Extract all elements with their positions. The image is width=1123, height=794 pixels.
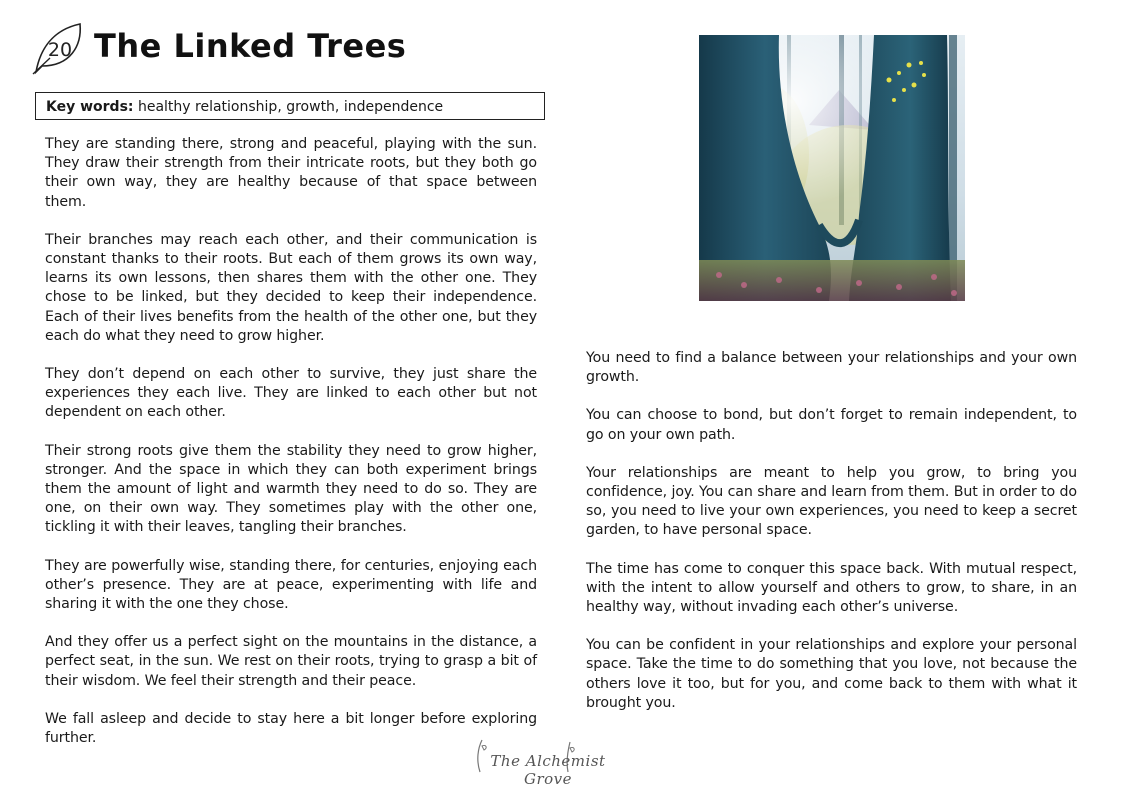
paragraph: Their strong roots give them the stability they need to grow higher, stronger. And the space in which they can both experiment brings them the amount of light and warmth they need to do so. They are one, on their own way. They sometimes play with the other one, tickling it with their leaves, tangling their branches.: [45, 442, 537, 536]
leaf-icon: [30, 20, 86, 76]
left-column: [45, 135, 537, 767]
paragraph: You can be confident in your relationships and explore your personal space. Take the time to do something that you love, not because the others love it too, but for you, and come back to them with what it brought you.: [586, 637, 1077, 711]
paragraph: Your relationships are meant to help you grow, to bring you confidence, joy. You can share and learn from them. But in order to do so, you need to live your own experiences, you need to keep a secret garden, to have personal space.: [586, 464, 1077, 539]
paragraph: You can choose to bond, but don’t forget to remain independent, to go on your own path.: [586, 407, 1077, 443]
keywords-value: healthy relationship, growth, independence: [137, 99, 444, 115]
paragraph: We fall asleep and decide to stay here a bit longer before exploring further.: [45, 710, 537, 747]
paragraph: You need to find a balance between your relationships and your own growth.: [586, 350, 1077, 386]
paragraph: And they offer us a perfect sight on the mountains in the distance, a perfect seat, in the sun. We rest on their roots, trying to grasp a bit of their wisdom. We feel their strength and their peace.: [45, 634, 537, 689]
card-number: 20: [47, 39, 73, 61]
footer-logo-text: The Alchemist Grove: [490, 752, 606, 788]
right-column: [586, 349, 1077, 732]
keywords-box: [35, 92, 545, 120]
paragraph: The time has come to conquer this space back. With mutual respect, with the intent to allow yourself and others to grow, to share, in an healthy way, without invading each other’s universe.: [586, 560, 1077, 616]
keywords-label: Key words:: [46, 99, 134, 115]
two-trees-illustration: [699, 35, 965, 301]
paragraph: They are standing there, strong and peaceful, playing with the sun. They draw their strength from their intricate roots, but they both go their own way, they are healthy because of that space between them.: [45, 136, 537, 210]
paragraph: They don’t depend on each other to survive, they just share the experiences they each live. They are linked to each other but not dependent on each other.: [45, 366, 537, 421]
paragraph: They are powerfully wise, standing there, for centuries, enjoying each other’s presence. They are at peace, experimenting with life and sharing it with the one they chose.: [45, 557, 537, 613]
page-title: The Linked Trees: [94, 27, 407, 65]
paragraph: Their branches may reach each other, and their communication is constant thanks to their roots. But each of them grows its own way, learns its own lessons, then shares them with the other one. They chose to be linked, but they decided to keep their independence. Each of their lives benefits from the health of the other one, but they each do what they need to grow higher.: [45, 231, 537, 344]
